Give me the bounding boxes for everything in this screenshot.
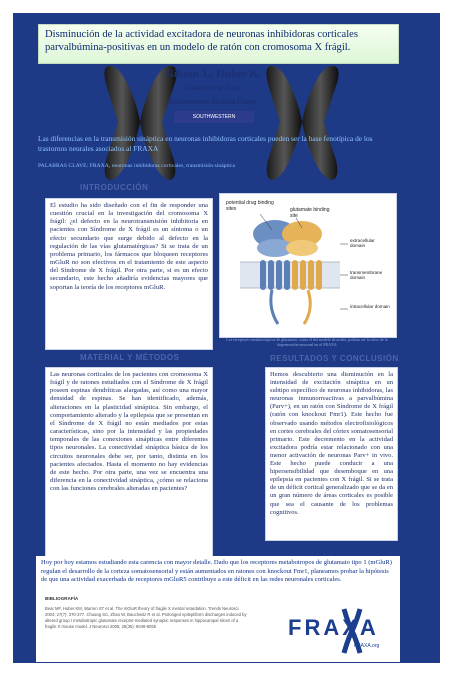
figure-caption: Los receptores metabotrópicos de glutamato, como el del modelo de arriba, podrían ser la clave de la degeneración neuronal en el FRAXA bbox=[226, 337, 388, 347]
university-logo: SOUTHWESTERN bbox=[174, 111, 254, 123]
section-title-introduction: INTRODUCCIÓN bbox=[80, 183, 149, 192]
methods-text: Las neuronas corticales de los pacientes con cromosoma X frágil y de ratones estudiados con el Síndrome de X frágil poseen espinas dendríticas alargadas, así como una mayor densidad de espinas. Se han identificado, además, alteraciones en la plasticidad sináptica. Sin embargo, el comportamiento alterado y la epilepsia que se presentan en el Síndrome de X frágil no están mediados por estas características, sino por la intensidad y las propiedades temporales de las conexiones sinápticas entre diferentes tipos neuronales. La conectividad sináptica básica de los circuitos neuronales debe ser, por tanto, distinta en los pacientes afectados. Hasta el momento no hay evidencias de este hecho. Por otra parte, una vez se encuentra una diferencia en la conectividad sináptica, ¿cómo se relaciona con las funciones cerebrales alteradas en pacientes? bbox=[50, 371, 208, 493]
lead-statement: Las diferencias en la transmisión sináptica en neuronas inhibidoras corticales pueden ser la base fenotípica de los trastornos neurales asociados al FRAXA bbox=[38, 134, 373, 153]
label-glutamate-site: glutamate binding site bbox=[290, 207, 330, 219]
section-title-methods: MATERIAL Y MÉTODOS bbox=[80, 353, 180, 362]
authors: Gibson J.; Huber K. bbox=[165, 68, 261, 80]
institution: Southwestern Medical Center bbox=[168, 98, 258, 106]
fraxa-wordmark: FRAXA bbox=[288, 615, 379, 640]
introduction-box bbox=[45, 198, 213, 350]
methods-box bbox=[45, 367, 213, 557]
fraxa-url: FRAXA.org bbox=[354, 643, 380, 649]
title-box bbox=[38, 24, 399, 64]
label-transmembrane: transmembrane domain bbox=[350, 270, 383, 281]
poster-title: Disminución de la actividad excitadora de neuronas inhibidoras corticales parvalbúmina-positivas en un modelo de ratón con cromosoma X frágil. bbox=[45, 29, 358, 53]
results-text: Hemos descubierto una disminución en la intensidad de excitación sináptica en un subtipo específico de neuronas inhibidoras, las neuronas inmunorreactivas a parvalbúmina (Parv+), en un ratón con Síndrome de X frágil (ratón con knockout Fmr1). Este hecho fue observado usando métodos electrofisiológicos en cortes cerebrales del córtex somatosensorial primario. Este decremento en la actividad excitadora podría estar relacionado con una menor activación de neuronas Parv+ in vivo. Este hecho puede conducir a una hipersensibilidad que desemboque en una epilepsia en pacientes con X frágil. Si se trata de un déficit cortical generalizado que se da en un gran número de áreas corticales es posible que sea el causante de los problemas cognitivos. bbox=[270, 371, 393, 516]
university: University of Texas bbox=[184, 84, 242, 92]
section-title-results: RESULTADOS Y CONCLUSIÓN bbox=[270, 354, 399, 363]
bibliography-text: Bear MF, Huber KM, Warren ST et al. The mGluR theory of fragile X mental retardation. Trends Neurosci 2004; 27(7): 370-377. Chuang SC, Zhao W, Bauchwitz R et al. Prolonged epileptiform discharges induced by altered group I metabotropic glutamate receptor-mediated synaptic responses in hippocampal slices of a fragile X mouse model. J Neurosci 2005; 25(35): 8048-8055 bbox=[45, 606, 247, 630]
introduction-text: El estudio ha sido diseñado con el fin de responder una cuestión crucial en la investigación del cromosoma X frágil: ¿el defecto en la neurotransmisión inhibitoria en pacientes con Síndrome de X frágil es un síntoma o un efecto secundario que surge debido al defecto en la regulación de las vías glutamatérgicas? Si se trata de un problema primario, los fármacos que bloqueen receptores mGluR no son efectivos en el tratamiento de este aspecto del Síndrome de X frágil. Por otra parte, si es un efecto secundario, este hecho añadiría evidencias mayores que soportan la teoría de los receptores mGluR. bbox=[50, 202, 208, 291]
bibliography-title: BIBLIOGRAFÍA bbox=[45, 596, 79, 601]
label-intracellular: intracellular domain bbox=[350, 304, 390, 309]
label-potential-sites: potential drug binding sites bbox=[226, 200, 274, 212]
conclusion-text: Hoy por hoy estamos estudiando esta carencia con mayor detalle. Dado que los receptores metabotropos de glutamato tipo 1 (mGluR) regulan el desarrollo de la corteza somatosensorial y están aumentados en ratones con knockout Fmr1, planeamos probar la hipótesis de que una actividad exacerbada de receptores mGluR5 contribuye a este déficit en las redes neuronales corticales. bbox=[41, 559, 392, 583]
keywords: PALABRAS CLAVE: FRAXA, neuronas inhibidoras corticales, transmisión sináptica bbox=[38, 163, 235, 169]
results-box bbox=[265, 367, 398, 541]
label-extracellular: extracellular domain bbox=[350, 238, 375, 249]
fraxa-logo bbox=[282, 603, 392, 658]
figure-box bbox=[219, 193, 397, 338]
